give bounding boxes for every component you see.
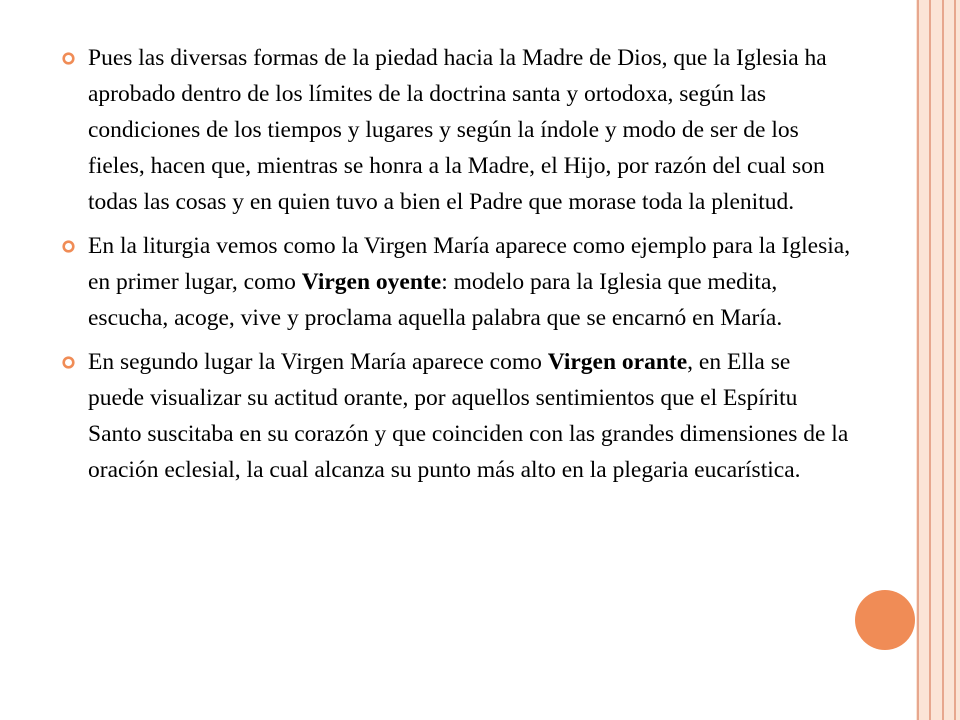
- frame-line-1: [917, 0, 919, 720]
- bullet-list: [62, 40, 852, 496]
- bullet-text: En segundo lugar la Virgen María aparece como: [88, 349, 548, 375]
- ring-bullet-icon: [62, 240, 75, 253]
- bullet-emphasis: Virgen oyente: [301, 269, 442, 295]
- bullet-item: [62, 228, 852, 336]
- bullet-text: Pues las diversas formas de la piedad hacia la Madre de Dios, que la Iglesia ha aprobado dentro de los límites de la doctrina santa y ortodoxa, según las condiciones de los tiempos y lugares y según la índole y modo de ser de los fieles, hacen que, mientras se honra a la Madre, el Hijo, por razón del cual son todas las cosas y en quien tuvo a bien el Padre que morase toda la plenitud.: [88, 45, 827, 215]
- ring-bullet-icon: [62, 356, 75, 369]
- bullet-item: [62, 40, 852, 220]
- frame-line-3: [942, 0, 944, 720]
- bullet-text: En la liturgia vemos como la Virgen María aparece como ejemplo para la Iglesia, en primer lugar, como: [88, 233, 851, 295]
- frame-line-4: [954, 0, 956, 720]
- orange-circle-icon: [855, 590, 915, 650]
- bullet-item: [62, 344, 852, 488]
- frame-line-2: [929, 0, 931, 720]
- bullet-text: : modelo para la Iglesia que medita, escucha, acoge, vive y proclama aquella palabra que se encarnó en María.: [88, 269, 783, 331]
- ring-bullet-icon: [62, 52, 75, 65]
- bullet-emphasis: Virgen orante: [547, 349, 688, 375]
- bullet-text: , en Ella se puede visualizar su actitud orante, por aquellos sentimientos que el Espíritu Santo suscitaba en su corazón y que coinciden con las grandes dimensiones de la oración eclesial, la cual alcanza su punto más alto en la plegaria eucarística.: [88, 349, 849, 483]
